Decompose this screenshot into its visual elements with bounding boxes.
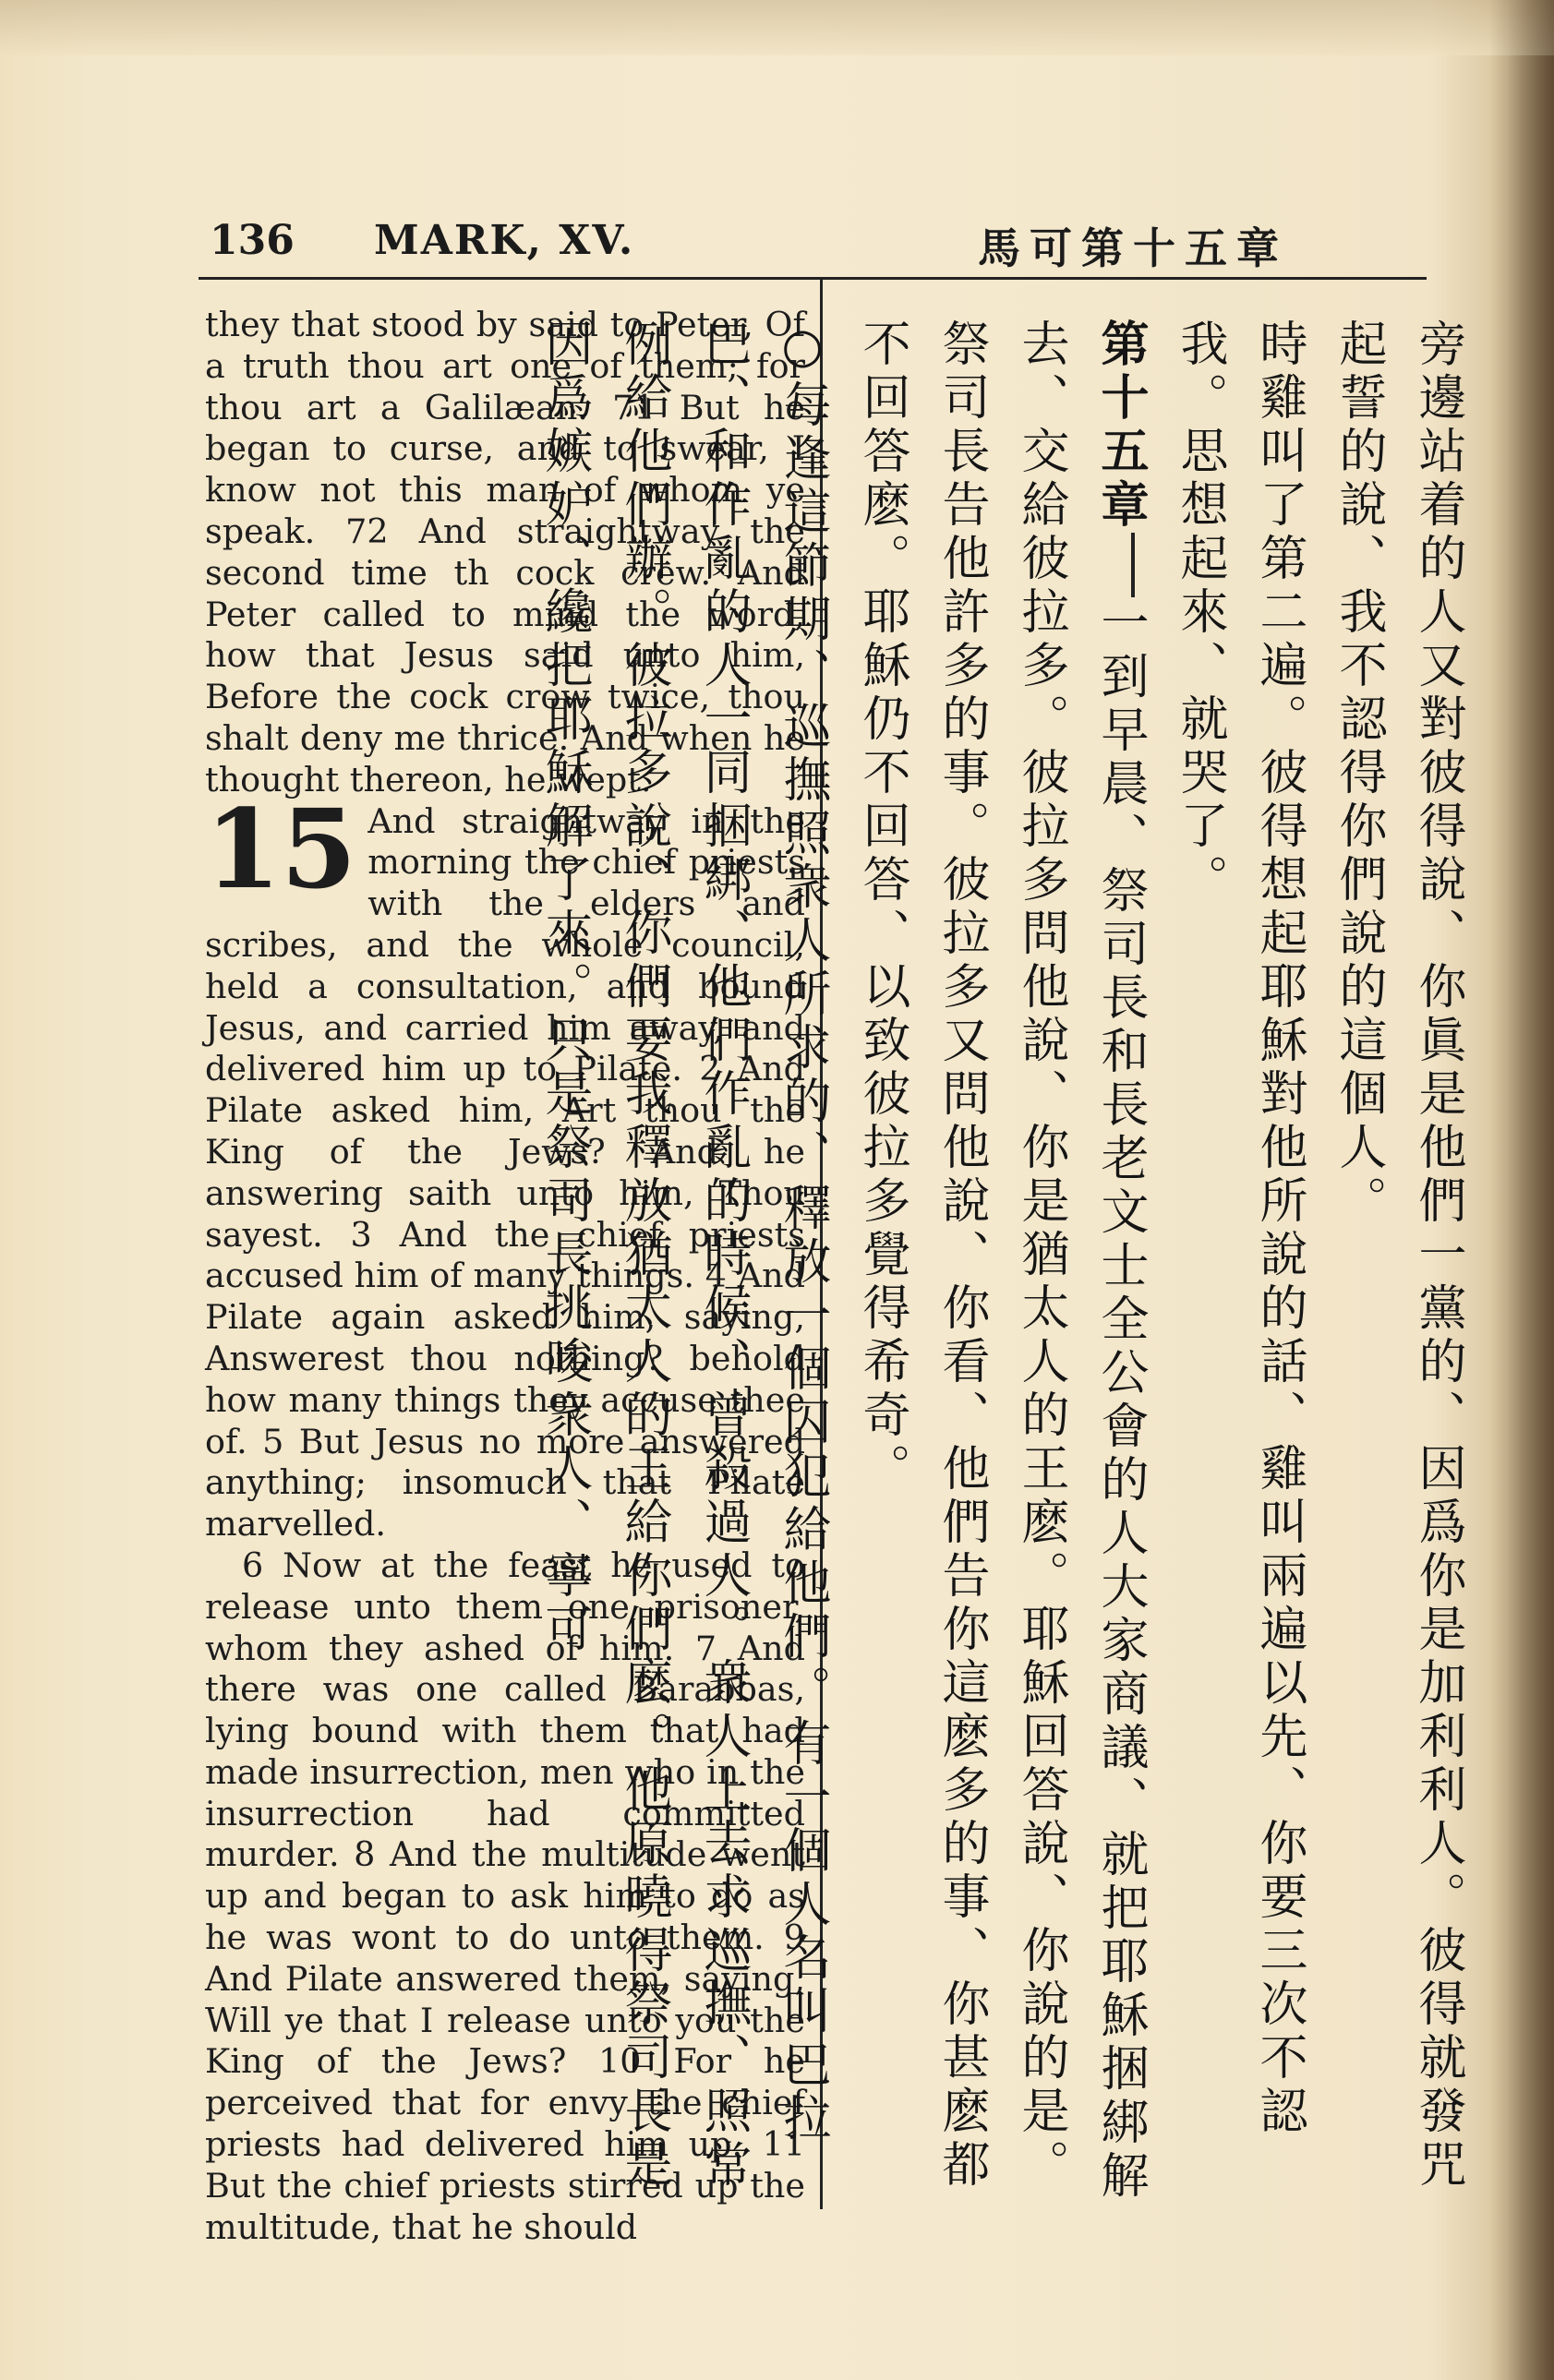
- page-top-shadow: [0, 0, 1554, 55]
- english-paragraph-1: they that stood by said to Peter, Of a truth thou art one of them; for thou art a Galilæan. 71 But he began to curse, and to swear, I know not this man of whom ye speak. 72 And straightway the second time th cock crew. And Peter called to mind the word, how that Jesus said unto him, Before the cock crow twice, thou shalt deny me thrice. And when he thought thereon, he wept.: [205, 305, 805, 799]
- page-header: [199, 208, 1427, 272]
- header-rule: [199, 277, 1427, 280]
- chinese-col-3: [842, 319, 1160, 2211]
- chinese-running-head: 馬可第十五章: [978, 223, 1288, 273]
- chinese-col-1: 旁邊站着的人又對彼得說、你眞是他們一黨的、因爲你是加利利人。彼得就發咒起誓的說、我不認得你們說的這個人。: [1331, 319, 1465, 2193]
- chapter-numeral: 15: [205, 784, 357, 913]
- book-spine-shadow: [1489, 0, 1554, 2380]
- chinese-col-2: 時雞叫了第二遍。彼得想起耶穌對他所說的話、雞叫兩遍以先、你要三次不認我。思想起來、就哭了。: [1172, 319, 1307, 2139]
- running-head: MARK, XV.: [374, 217, 635, 264]
- verse-mark: [1131, 533, 1135, 597]
- page-number: 136: [210, 217, 295, 264]
- english-paragraph-2-text: And straightway in the morning the chief priests with the elders and scribes, and the whole council, held a consultation, and bound Jesus, and carried him away, and delivered him up to Pilate. 2 And Pilate asked him, Art thou the King of the Jews? And he answering saith unto him, Thou sayest. 3 And the chief priests accused him of many things. 4 And Pilate again asked him, saying, Answerest thou nothing? behold how many things they accuse thee of. 5 But Jesus no more answered anything; insomuch that Pilate marvelled.: [205, 800, 805, 1545]
- chinese-col-3-text: 一到早晨、祭司長和長老文士全公會的人大家商議、就把耶穌捆綁解去、交給彼拉多。彼拉多問他說、你是猶太人的王麽。耶穌回答說、你說的是。祭司長告他許多的事。彼拉多又問他說、你看、他們告你這麽多的事、你甚麽都不回答麽。耶穌仍不回答、以致彼拉多覺得希奇。: [854, 319, 1148, 2204]
- chinese-chapter-heading: 第十五章: [1092, 319, 1148, 533]
- english-paragraph-3: 6 Now at the feast he used to release unto them one prisoner, whom they ashed of him. 7 And there was one called Barabbas, lying bound with them that had made insurrection, men who in the insurrection had committed murder. 8 And the multitude went up and began to ask him to do as he was wont to do unto them. 9 And Pilate answered them, saying, Will ye that I release unto you the King of the Jews? 10 For he perceived that for envy the chief priests had delivered him up. 11 But the chief priests stirred up the multitude, that he should: [205, 1545, 805, 2247]
- chinese-col-4: ○每逢這節期、巡撫照衆人所求的、釋放一個囚犯給他們。有一個人名叫巴拉巴、和作亂的人一同捆綁、他們作亂的時候、曾殺過人。衆人上去求巡撫、照常例給他們辦。彼拉多說、你們要我釋放猶太人的王給你們麽。他原曉得祭司長是因爲嫉妒、纔把耶穌解了來。只是祭司長挑唆衆人、寧可: [536, 319, 830, 2193]
- chinese-column: [536, 319, 1477, 2211]
